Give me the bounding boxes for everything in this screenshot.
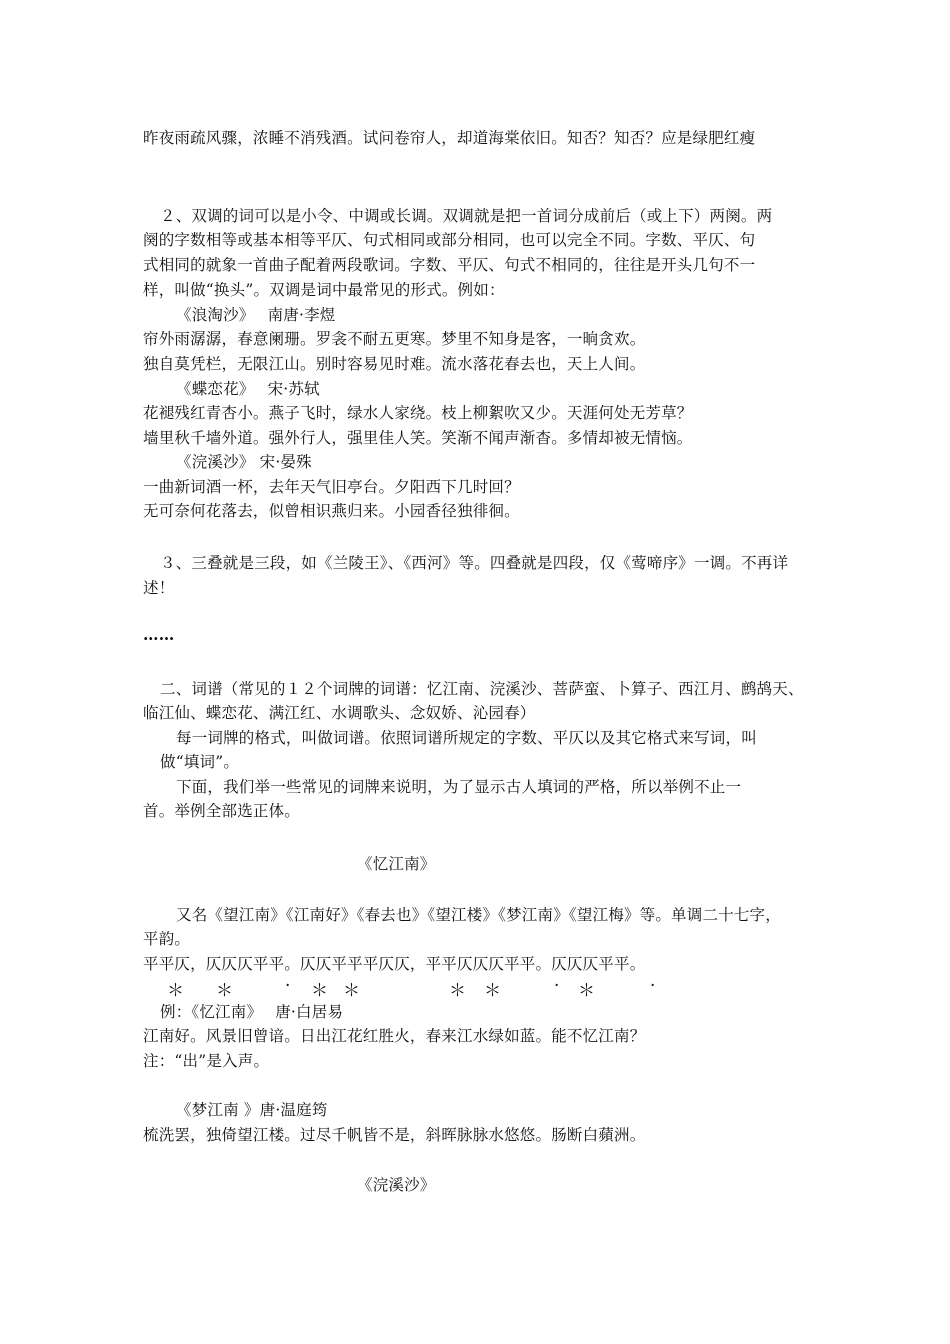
rhyme-mark: ＊ [484,981,501,1001]
paragraph-line: ２、双调的词可以是小令、中调或长调。双调就是把一首词分成前后（或上下）两阕。两 [160,207,773,225]
rhyme-mark: ＊ [167,981,184,1001]
tone-pattern-line: 平平仄，仄仄仄平平。仄仄平平平仄仄，平平仄仄仄平平。仄仄仄平平。 [143,955,646,973]
paragraph-line: 又名《望江南》《江南好》《春去也》《望江楼》《梦江南》《望江梅》等。单调二十七字， [176,906,781,924]
example-title: 例：《忆江南》 唐·白居易 [160,1003,344,1021]
rhyme-mark: · [285,976,291,996]
paragraph-line: 每一词牌的格式，叫做词谱。依照词谱所规定的字数、平仄以及其它格式来写词，叫 [176,729,757,747]
poem-line: 花褪残红青杏小。燕子飞时，绿水人家绕。枝上柳絮吹又少。天涯何处无芳草？ [143,404,693,422]
poem-title: 《浪淘沙》 南唐·李煜 [176,306,336,324]
paragraph-line: 平韵。 [143,930,191,948]
paragraph-line: 首。举例全部选正体。 [143,802,301,820]
section-heading: 二、词谱（常见的１２个词牌的词谱：忆江南、浣溪沙、菩萨蛮、卜算子、西江月、鹧鸪天、 [160,680,804,698]
poem-title: 《蝶恋花》 宋·苏轼 [176,380,320,398]
ellipsis: …… [143,625,175,644]
paragraph-line: 做“填词”。 [160,753,240,771]
cipai-title: 《浣溪沙》 [357,1176,436,1194]
rhyme-mark: ＊ [216,981,233,1001]
rhyme-mark: ＊ [578,981,595,1001]
paragraph-line: 下面，我们举一些常见的词牌来说明，为了显示古人填词的严格，所以举例不止一 [176,778,742,796]
paragraph-line: 样，叫做“换头”。双调是词中最常见的形式。例如： [143,281,505,299]
poem-line: 江南好。风景旧曾谙。日出江花红胜火，春来江水绿如蓝。能不忆江南？ [143,1027,646,1045]
poem-line: 墙里秋千墙外道。强外行人，强里佳人笑。笑渐不闻声渐杳。多情却被无情恼。 [143,429,693,447]
poem-line: 一曲新词酒一杯，去年天气旧亭台。夕阳西下几时回？ [143,478,520,496]
rhyme-mark: ＊ [449,981,466,1001]
rhyme-mark: · [650,976,656,996]
poem-line: 帘外雨潺潺，春意阑珊。罗衾不耐五更寒。梦里不知身是客，一晌贪欢。 [143,330,646,348]
poem-title: 《梦江南 》唐·温庭筠 [176,1101,328,1119]
rhyme-mark: ＊ [343,981,360,1001]
poem-line: 独自莫凭栏，无限江山。别时容易见时难。流水落花春去也，天上人间。 [143,355,646,373]
paragraph-line: 式相同的就象一首曲子配着两段歌词。字数、平仄、句式不相同的，往往是开头几句不一 [143,256,756,274]
poem-title: 《浣溪沙》 宋·晏殊 [176,453,312,471]
cipai-title: 《忆江南》 [357,855,436,873]
paragraph-line: 述！ [143,579,175,597]
rhyme-mark: ＊ [311,981,328,1001]
paragraph-line: 阕的字数相等或基本相等平仄、句式相同或部分相同，也可以完全不同。字数、平仄、句 [143,231,756,249]
rhyme-mark: · [554,976,560,996]
section-heading-cont: 临江仙、蝶恋花、满江红、水调歌头、念奴娇、沁园春） [143,704,536,722]
paragraph-line: ３、三叠就是三段，如《兰陵王》、《西河》等。四叠就是四段，仅《莺啼序》一调。不再详 [160,554,789,572]
note-line: 注：“出”是入声。 [143,1052,270,1070]
poem-line: 梳洗罢，独倚望江楼。过尽千帆皆不是，斜晖脉脉水悠悠。肠断白蘋洲。 [143,1126,646,1144]
poem-line: 无可奈何花落去，似曾相识燕归来。小园香径独徘徊。 [143,502,520,520]
rhyme-marks-row [0,976,950,1001]
poem-line-ruyiling: 昨夜雨疏风骤，浓睡不消残酒。试问卷帘人，却道海棠依旧。知否？知否？应是绿肥红瘦 [143,129,756,147]
